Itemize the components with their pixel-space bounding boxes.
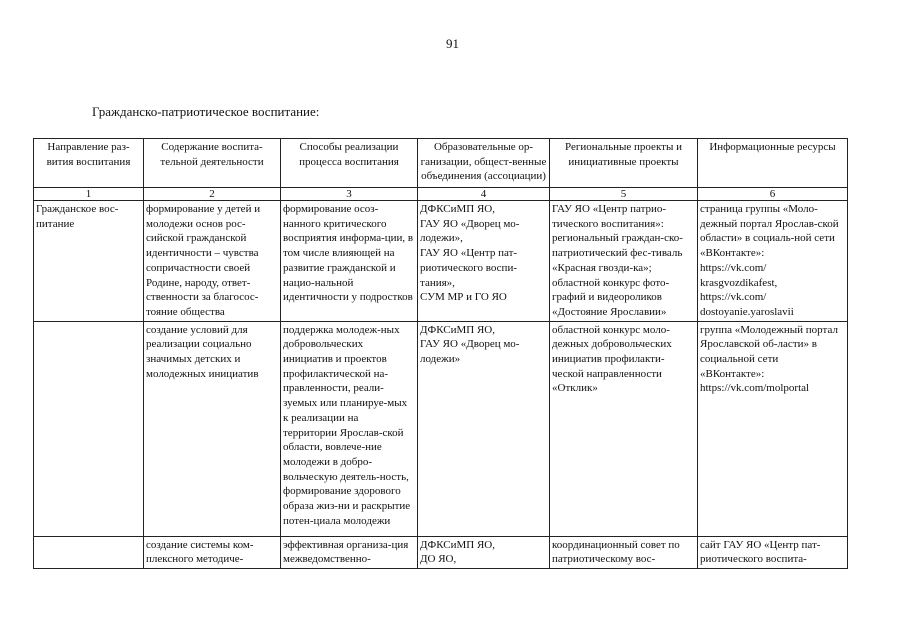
organizations-cell <box>418 321 550 536</box>
content-cell: формирование у детей и молодежи основ рос-сийской гражданской идентичности – чувства сопричастности своей Родине, народу, ответ-ственности за благосос-тояние общества <box>144 201 281 322</box>
column-number: 3 <box>281 188 418 201</box>
page-number: 91 <box>446 36 459 51</box>
header-methods: Способы реализации процесса воспитания <box>281 139 418 188</box>
project-line: региональный граждан-ско-патриотический фес-тиваль «Красная гвозди-ка»; <box>552 232 683 274</box>
project-line: областной конкурс моло-дежных добровольческих инициатив профилакти-ческой направленности «Отклик» <box>552 323 672 395</box>
resource-line: группа «Молодежный портал Ярославской об-ласти» в социальной сети «ВКонтакте»: <box>700 323 838 380</box>
header-projects: Региональные проекты и инициативные проекты <box>550 139 698 188</box>
column-number: 5 <box>550 188 698 201</box>
projects-cell <box>550 536 698 568</box>
direction-cell <box>34 321 144 536</box>
direction-cell: Гражданское вос-питание <box>34 201 144 322</box>
organization-line: ДФКСиМП ЯО, <box>420 538 495 551</box>
organization-line: СУМ МР и ГО ЯО <box>420 291 507 304</box>
organization-line: ГАУ ЯО «Центр пат-риотического воспи-тания», <box>420 247 518 289</box>
methods-cell: эффективная организа-ция межведомственно- <box>281 536 418 568</box>
content-cell: создание условий для реализации социально значимых детских и молодежных инициатив <box>144 321 281 536</box>
resource-line: сайт ГАУ ЯО «Центр пат-риотического воспита- <box>700 538 821 566</box>
table-row <box>34 321 848 536</box>
organizations-cell <box>418 201 550 322</box>
table-row <box>34 536 848 568</box>
header-content: Содержание воспита-тельной деятельности <box>144 139 281 188</box>
methods-cell: формирование осоз-нанного критического восприятия информа-ции, в том числе влияющей на развитие гражданской и нацио-нальной идентичности у подростков <box>281 201 418 322</box>
resources-cell <box>698 321 848 536</box>
header-resources: Информационные ресурсы <box>698 139 848 188</box>
resource-link[interactable]: dostoyanie.yaroslavii <box>700 305 794 318</box>
resource-link[interactable]: https://vk.com/ <box>700 291 767 304</box>
direction-cell <box>34 536 144 568</box>
column-number-row <box>34 188 848 201</box>
education-table <box>33 138 848 569</box>
column-number: 6 <box>698 188 848 201</box>
project-line: ГАУ ЯО «Центр патрио-тического воспитания»: <box>552 203 667 230</box>
organization-line: ГАУ ЯО «Дворец мо-лодежи» <box>420 338 520 366</box>
organizations-cell <box>418 536 550 568</box>
table-row <box>34 201 848 322</box>
column-number: 4 <box>418 188 550 201</box>
projects-cell <box>550 321 698 536</box>
header-direction: Направление раз-вития воспитания <box>34 139 144 188</box>
column-number: 1 <box>34 188 144 201</box>
project-line: областной конкурс фото-графий и видеороликов «Достояние Ярославии» <box>552 276 670 318</box>
project-line: координационный совет по патриотическому вос- <box>552 538 680 566</box>
organization-line: ДФКСиМП ЯО, <box>420 203 495 215</box>
header-organizations: Образовательные ор-ганизации, общест-венные объединения (ассоциации) <box>418 139 550 188</box>
organization-line: ДО ЯО, <box>420 553 457 566</box>
resource-line: страница группы «Моло-дежный портал Ярослав-ской области» в социаль-ной сети «ВКонтакте»: <box>700 203 839 260</box>
table-header-row <box>34 139 848 188</box>
section-title: Гражданско-патриотическое воспитание: <box>92 104 320 119</box>
organization-line: ГАУ ЯО «Дворец мо-лодежи», <box>420 217 520 245</box>
content-cell: создание системы ком-плексного методиче- <box>144 536 281 568</box>
column-number: 2 <box>144 188 281 201</box>
projects-cell <box>550 201 698 322</box>
methods-cell: поддержка молодеж-ных добровольческих инициатив и проектов профилактической на-правленности, реали-зуемых или планируе-мых к реализации на территории Ярослав-ской области, вовлече-ние молодежи в добро-вольческую деятель-ность, формирование здорового образа жиз-ни и раскрытие потен-циала молодежи <box>281 321 418 536</box>
organization-line: ДФКСиМП ЯО, <box>420 323 495 336</box>
resource-link[interactable]: https://vk.com/molportal <box>700 382 810 395</box>
resources-cell <box>698 201 848 322</box>
resource-link[interactable]: https://vk.com/ <box>700 261 767 274</box>
resources-cell <box>698 536 848 568</box>
resource-link[interactable]: krasgvozdikafest, <box>700 276 778 289</box>
